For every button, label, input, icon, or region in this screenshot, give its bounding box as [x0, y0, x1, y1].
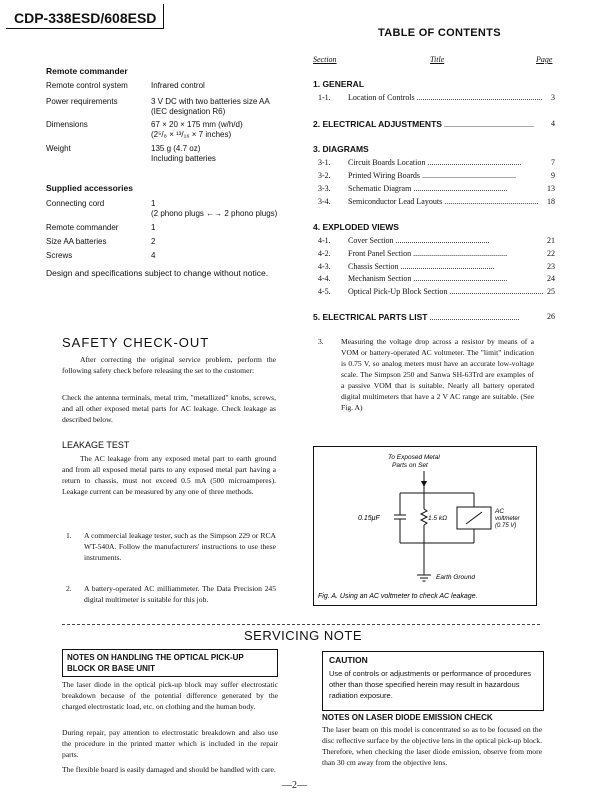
laser-notes-text: The laser beam on this model is concentrated so as to be focused on the disc reflective surface by the objective lens in the optical pick-up block. Therefore, when checking the laser diode emission, observe from more than 30 cm away from the objective lens.	[322, 725, 542, 767]
toc-entry[interactable]: 2. ELECTRICAL ADJUSTMENTS ............................................. 4	[313, 119, 555, 129]
toc-entry[interactable]: 4-3. Chassis Section ............................................... 23	[318, 262, 555, 271]
toc-entry[interactable]: 3-2. Printed Wiring Boards ............................................... 9	[318, 171, 555, 180]
spec-label: Remote control system	[46, 81, 128, 90]
caution-text: Use of controls or adjustments or performance of procedures other than those specified herein may result in hazardous radiation exposure.	[329, 669, 532, 700]
caution-box	[322, 651, 544, 711]
spec-value: 135 g (4.7 oz)	[151, 144, 201, 153]
caution-title: CAUTION	[329, 655, 368, 665]
toc-entry[interactable]: 4-5. Optical Pick-Up Block Section ............................................... 25	[318, 287, 555, 296]
spec-value: (IEC designation R6)	[151, 107, 226, 116]
toc-entry[interactable]: 3-4. Semiconductor Lead Layouts ............................................... 18	[318, 197, 555, 206]
spec-value: 1	[151, 199, 156, 208]
spec-label: Size AA batteries	[46, 237, 107, 246]
toc-section-title: 3. DIAGRAMS	[313, 144, 369, 154]
resistor-label: 1.5 kΩ	[428, 515, 448, 522]
leakage-title: LEAKAGE TEST	[62, 440, 130, 450]
spec-value: 3 V DC with two batteries size AA	[151, 97, 270, 106]
spec-value: 4	[151, 251, 156, 260]
fig-label-top: Parts on Set	[392, 462, 428, 469]
toc-entry[interactable]: 3-1. Circuit Boards Location ............................................... 7	[318, 158, 555, 167]
leakage-method-1: A commercial leakage tester, such as the Simpson 229 or RCA WT-540A. Follow the manufacturers' instructions to use these instruments.	[84, 531, 276, 562]
capacitor-label: 0.15μF	[358, 515, 380, 522]
spec-label: Remote commander	[46, 223, 119, 232]
toc-entry[interactable]: 4-1. Cover Section ............................................... 21	[318, 236, 555, 245]
spec-value: 2	[151, 237, 156, 246]
spec-value: 67 × 20 × 175 mm (w/h/d)	[151, 120, 243, 129]
voltmeter-circuit-diagram	[314, 447, 536, 605]
optical-notes-box	[62, 649, 278, 677]
laser-notes-title: NOTES ON LASER DIODE EMISSION CHECK	[322, 713, 493, 722]
safety-check: Check the antenna terminals, metal trim, "metallized" knobs, screws, and all other exposed metal parts for AC leakage. Check leakage as described below.	[62, 393, 276, 424]
meter-label: voltmeter	[495, 516, 520, 522]
accessories-heading: Supplied accessories	[46, 183, 133, 193]
section-divider	[62, 624, 540, 625]
list-number: 2.	[66, 584, 72, 593]
spec-value: 1	[151, 223, 156, 232]
meter-label: (0.75 V)	[495, 523, 517, 529]
spec-label: Weight	[46, 144, 71, 153]
spec-value: (2⁵/₈ × ¹³/₁₆ × 7 inches)	[151, 130, 232, 139]
spec-value: Infrared control	[151, 81, 205, 90]
spec-label: Connecting cord	[46, 199, 105, 208]
safety-title: SAFETY CHECK-OUT	[62, 335, 210, 350]
page-number: —2—	[282, 780, 307, 791]
spec-label: Power requirements	[46, 97, 118, 106]
header-rule-vertical	[163, 4, 164, 29]
list-number: 1.	[66, 531, 72, 540]
toc-col-title: Title	[430, 55, 445, 64]
toc-col-page: Page	[536, 55, 553, 64]
toc-title: TABLE OF CONTENTS	[378, 27, 501, 39]
spec-label: Screws	[46, 251, 73, 260]
figure-caption: Fig. A. Using an AC voltmeter to check AC leakage.	[318, 593, 478, 600]
toc-entry[interactable]: 4-2. Front Panel Section ............................................... 22	[318, 249, 555, 258]
spec-footnote: Design and specifications subject to change without notice.	[46, 268, 269, 278]
toc-section-title: 1. GENERAL	[313, 79, 365, 89]
toc-entry[interactable]: 3-3. Schematic Diagram ............................................... 13	[318, 184, 555, 193]
figure-a	[313, 446, 537, 606]
remote-heading: Remote commander	[46, 66, 128, 76]
ground-label: Earth Ground	[436, 574, 476, 581]
toc-entry[interactable]: 5. ELECTRICAL PARTS LIST ............................................. 26	[313, 312, 555, 322]
toc-entry[interactable]: 4-4. Mechanism Section ............................................... 24	[318, 274, 555, 283]
leakage-method-3: Measuring the voltage drop across a resistor by means of a VOM or battery-operated AC voltmeter. The "limit" indication is 0.75 V, so analog meters must have an accurate low-voltage scale. The Simpson 250 and Sanwa SH-63Trd are examples of a passive VOM that is suitable. Nearly all battery operated digital multimeters that have a 2 V AC range are suitable. (See Fig. A)	[341, 337, 534, 412]
model-title: CDP-338ESD/608ESD	[14, 10, 157, 26]
toc-entry[interactable]: 1-1. Location of Controls ............................................................... 3	[318, 93, 555, 102]
toc-col-section: Section	[313, 55, 337, 64]
spec-label: Dimensions	[46, 120, 88, 129]
safety-intro: After correcting the original service problem, perform the following safety check before releasing the set to the customer:	[62, 355, 276, 375]
leakage-text: The AC leakage from any exposed metal part to earth ground and from all exposed metal parts to any exposed metal part having a return to chassis, must not exceed 0.5 mA (500 microamperes). Leakage current can be measured by any one of three methods.	[62, 454, 276, 496]
optical-notes-p3: The flexible board is easily damaged and should be handled with care.	[62, 765, 276, 774]
spec-value: (2 phono plugs ←→ 2 phono plugs)	[151, 209, 278, 218]
header-rule	[6, 28, 164, 29]
optical-notes-title: NOTES ON HANDLING THE OPTICAL PICK-UP BLOCK OR BASE UNIT	[67, 653, 244, 673]
leakage-method-2: A battery-operated AC milliammeter. The Data Precision 245 digital multimeter is suitable for this job.	[84, 584, 276, 604]
toc-section-title: 4. EXPLODED VIEWS	[313, 222, 399, 232]
servicing-title: SERVICING NOTE	[244, 628, 363, 643]
meter-label: AC	[495, 508, 505, 515]
fig-label-top: To Exposed Metal	[388, 454, 440, 461]
optical-notes-p2: During repair, pay attention to electrostatic breakdown and also use the procedure in the printed matter which is included in the repair parts.	[62, 728, 278, 759]
optical-notes-p1: The laser diode in the optical pick-up block may suffer electrostatic breakdown because of the potential difference generated by the charged electrostatic load, etc. on clothing and the human body.	[62, 680, 278, 711]
spec-value: Including batteries	[151, 154, 216, 163]
list-number: 3.	[318, 337, 324, 346]
